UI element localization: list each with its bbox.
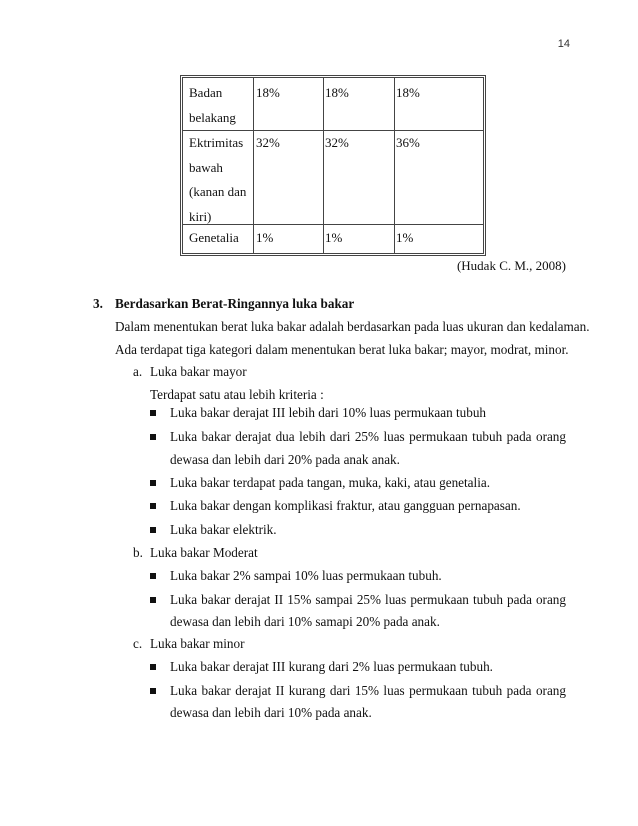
square-bullet-icon (150, 503, 156, 509)
square-bullet-icon (150, 573, 156, 579)
table-column-divider (394, 131, 395, 224)
table-cell-value: 1% (256, 230, 274, 245)
table-column-divider (323, 131, 324, 224)
square-bullet-icon (150, 664, 156, 670)
table-cell-value: 18% (256, 85, 280, 100)
table-cell-value: 32% (325, 135, 349, 150)
table-cell-value: 36% (396, 135, 420, 150)
section-heading: Berdasarkan Berat-Ringannya luka bakar (115, 296, 355, 311)
table-cell-value: 18% (325, 85, 349, 100)
bullet-text: dewasa dan lebih dari 10% pada anak. (170, 705, 372, 720)
subsection-letter: c. (133, 636, 143, 651)
section-number: 3. (93, 296, 103, 311)
subsection-letter: a. (133, 364, 143, 379)
bullet-text: Luka bakar derajat dua lebih dari 25% luas permukaan tubuh pada orang (170, 429, 566, 444)
subsection-title: Luka bakar mayor (150, 364, 247, 379)
bullet-text: Luka bakar derajat III lebih dari 10% luas permukaan tubuh (170, 405, 487, 420)
page-number: 14 (557, 38, 570, 50)
bullet-text: Luka bakar terdapat pada tangan, muka, kaki, atau genetalia. (170, 475, 491, 490)
table-cell-part: Ektrimitas bawah (kanan dan kiri) (189, 135, 247, 224)
table-column-divider (323, 225, 324, 253)
table-column-divider (394, 78, 395, 130)
square-bullet-icon (150, 527, 156, 533)
subsection-title: Luka bakar Moderat (150, 545, 258, 560)
table-cell-value: 18% (396, 85, 420, 100)
bullet-text: Luka bakar derajat II kurang dari 15% luas permukaan tubuh pada orang (170, 683, 566, 698)
table-row (183, 225, 483, 253)
table-cell-value: 32% (256, 135, 280, 150)
burn-area-table (180, 75, 486, 256)
citation: (Hudak C. M., 2008) (456, 258, 566, 273)
table-cell-value: 1% (325, 230, 343, 245)
table-column-divider (394, 225, 395, 253)
bullet-text: dewasa dan lebih dari 10% samapi 20% pada anak. (170, 614, 440, 629)
table-cell-part: Badan belakang (189, 85, 236, 125)
square-bullet-icon (150, 410, 156, 416)
square-bullet-icon (150, 688, 156, 694)
subsection-letter: b. (133, 545, 143, 560)
table-row (183, 78, 483, 131)
square-bullet-icon (150, 597, 156, 603)
table-row (183, 131, 483, 225)
subsection-lead: Terdapat satu atau lebih kriteria : (150, 387, 324, 402)
intro-line: Dalam menentukan berat luka bakar adalah berdasarkan pada luas ukuran dan kedalaman. (115, 319, 590, 334)
bullet-text: Luka bakar derajat II 15% sampai 25% luas permukaan tubuh pada orang (170, 592, 566, 607)
square-bullet-icon (150, 480, 156, 486)
bullet-text: Luka bakar elektrik. (170, 522, 277, 537)
bullet-text: dewasa dan lebih dari 20% pada anak anak. (170, 452, 400, 467)
table-cell-part: Genetalia (189, 230, 239, 245)
intro-line: Ada terdapat tiga kategori dalam menentukan berat luka bakar; mayor, modrat, minor. (115, 342, 569, 357)
table-cell-value: 1% (396, 230, 414, 245)
bullet-text: Luka bakar 2% sampai 10% luas permukaan tubuh. (170, 568, 442, 583)
bullet-text: Luka bakar dengan komplikasi fraktur, atau gangguan pernapasan. (170, 498, 521, 513)
subsection-title: Luka bakar minor (150, 636, 245, 651)
square-bullet-icon (150, 434, 156, 440)
table-column-divider (323, 78, 324, 130)
bullet-text: Luka bakar derajat III kurang dari 2% luas permukaan tubuh. (170, 659, 493, 674)
